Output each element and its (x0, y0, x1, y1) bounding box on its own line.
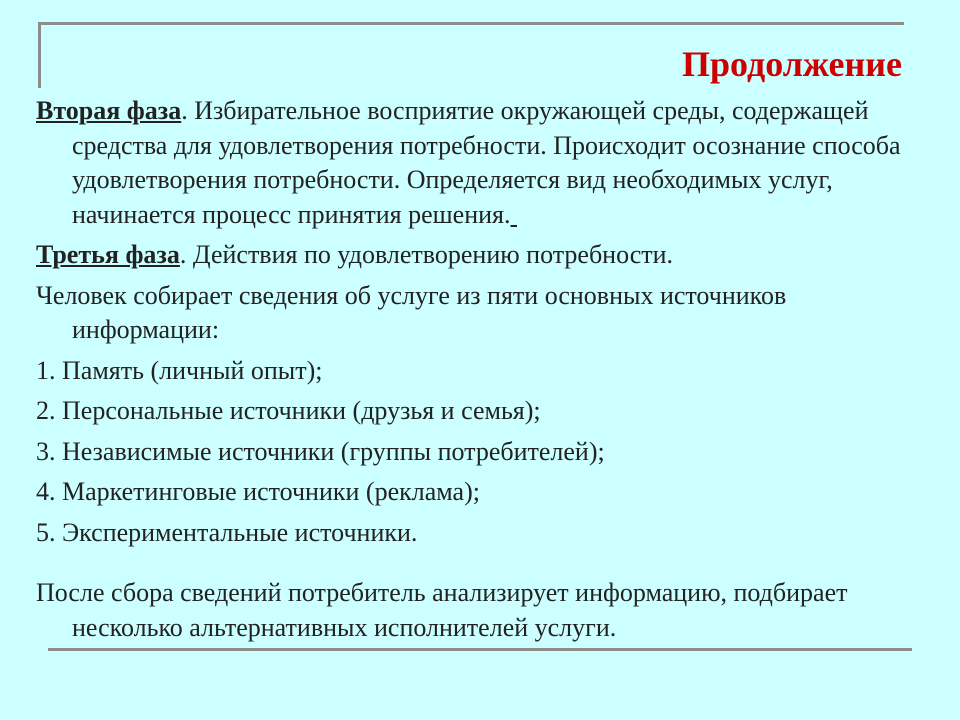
top-frame-line (38, 22, 904, 25)
sources-intro: Человек собирает сведения об услуге из пяти основных источников информации: (36, 280, 787, 344)
source-item-2: 2. Персональные источники (друзья и семья); (36, 396, 541, 425)
conclusion-paragraph: После сбора сведений потребитель анализирует информацию, подбирает несколько альтернативных исполнителей услуги. (36, 578, 848, 642)
phase2-label: Вторая фаза (36, 96, 182, 125)
phase2-underline-mark (511, 200, 518, 229)
source-item-4: 4. Маркетинговые источники (реклама); (36, 477, 480, 506)
phase2-text: . Избирательное восприятие окружающей среды, содержащей средства для удовлетворения потребности. Происходит осознание способа удовлетворения потребности. Определяется вид необходимых услуг, начинается процесс принятия решения. (72, 96, 901, 229)
source-item-3: 3. Независимые источники (группы потребителей); (36, 436, 605, 466)
source-item-1: 1. Память (личный опыт); (36, 355, 323, 385)
phase2-paragraph (36, 94, 916, 232)
slide-content (36, 94, 916, 645)
slide-title: Продолжение (682, 44, 902, 84)
left-frame-line (38, 22, 41, 88)
phase3-label: Третья фаза (36, 240, 180, 269)
source-item-5: 5. Экспериментальные источники. (36, 517, 418, 547)
bottom-frame-line (48, 648, 912, 651)
phase3-text: . Действия по удовлетворению потребности. (179, 240, 674, 269)
phase3-paragraph (36, 238, 916, 273)
